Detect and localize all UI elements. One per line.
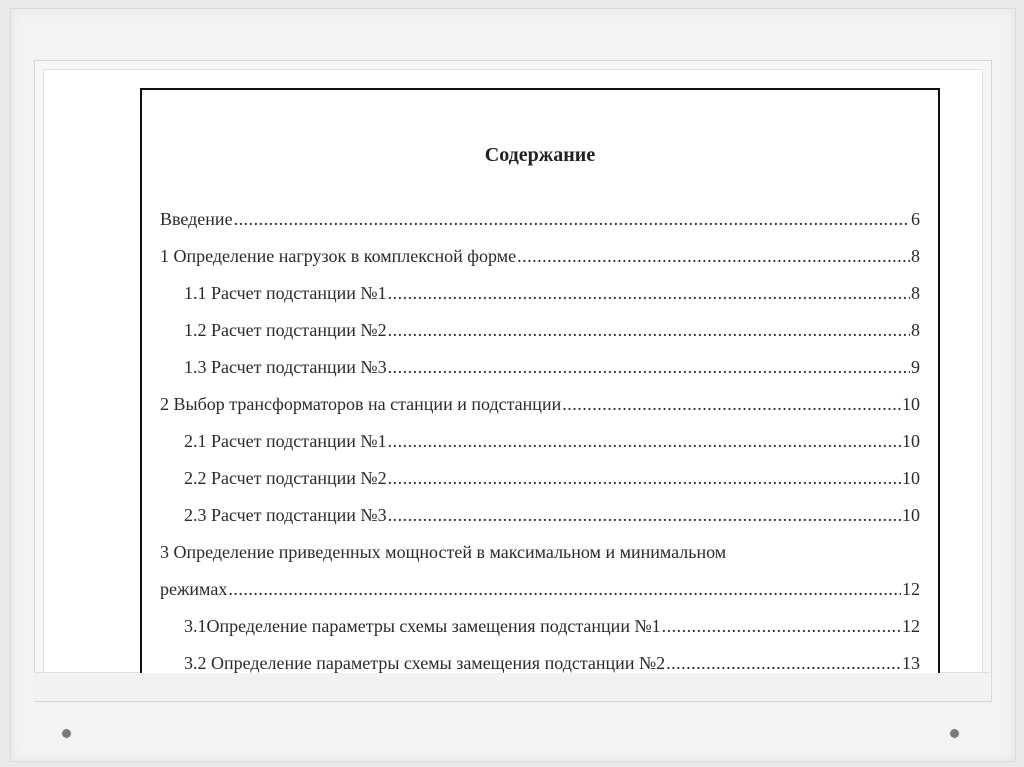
- toc-page-number: 9: [911, 357, 920, 377]
- toc-entry-text: 3.1Определение параметры схемы замещения подстанции №1: [184, 616, 661, 636]
- toc-entry-text: 2.3 Расчет подстанции №3: [184, 505, 387, 525]
- toc-entry: [160, 504, 920, 541]
- toc-leader: [388, 356, 910, 378]
- toc-page-number: 10: [902, 431, 920, 451]
- toc-entry-text: 3 Определение приведенных мощностей в максимальном и минимальном: [160, 542, 727, 562]
- toc-leader: [388, 504, 901, 526]
- toc-entry: [160, 541, 920, 578]
- toc-entry: [160, 356, 920, 393]
- toc-leader: [234, 208, 910, 230]
- toc-page-number: 6: [911, 209, 920, 229]
- toc-page-number: 13: [902, 653, 920, 673]
- toc-page-number: 10: [902, 468, 920, 488]
- toc-entry: [160, 208, 920, 245]
- toc-entry: [160, 319, 920, 356]
- toc-entry-text: 1.2 Расчет подстанции №2: [184, 320, 387, 340]
- toc-page-number: 12: [902, 616, 920, 636]
- toc-entry: [160, 615, 920, 652]
- toc-leader: [562, 393, 901, 415]
- toc-page-number: 10: [902, 394, 920, 414]
- toc-entry: [160, 430, 920, 467]
- page-title: Содержание: [484, 144, 596, 166]
- toc-leader: [517, 245, 910, 267]
- toc-leader: [228, 578, 901, 600]
- toc-entry: [160, 652, 920, 673]
- bullet-dot-right: [950, 729, 959, 738]
- toc-entry-text: 2 Выбор трансформаторов на станции и подстанции: [160, 394, 562, 414]
- toc-entry: [160, 393, 920, 430]
- toc-entry-text: 1 Определение нагрузок в комплексной форме: [160, 246, 517, 266]
- toc-page-number: 12: [902, 579, 920, 599]
- toc-leader: [388, 467, 901, 489]
- toc-leader: [662, 615, 901, 637]
- toc-page-number: 8: [911, 246, 920, 266]
- toc-leader: [388, 430, 901, 452]
- toc-leader: [666, 652, 901, 673]
- toc-entry-text: 2.1 Расчет подстанции №1: [184, 431, 387, 451]
- bullet-dot-left: [62, 729, 71, 738]
- toc-entry-text: режимах: [160, 579, 228, 599]
- toc-list: [160, 208, 920, 673]
- toc-entry-text: 1.1 Расчет подстанции №1: [184, 283, 387, 303]
- toc-entry: [160, 467, 920, 504]
- toc-entry-text: 2.2 Расчет подстанции №2: [184, 468, 387, 488]
- toc-entry: [160, 245, 920, 282]
- document-page: [140, 88, 940, 673]
- toc-entry-text: 1.3 Расчет подстанции №3: [184, 357, 387, 377]
- toc-entry: [160, 578, 920, 615]
- toc-entry: [160, 282, 920, 319]
- toc-entry-text: 3.2 Определение параметры схемы замещения подстанции №2: [184, 653, 666, 673]
- toc-leader: [388, 319, 910, 341]
- toc-leader: [388, 282, 910, 304]
- bottom-strip: [34, 672, 990, 702]
- toc-entry-text: Введение: [160, 209, 233, 229]
- toc-page-number: 8: [911, 283, 920, 303]
- toc-page-number: 10: [902, 505, 920, 525]
- toc-page-number: 8: [911, 320, 920, 340]
